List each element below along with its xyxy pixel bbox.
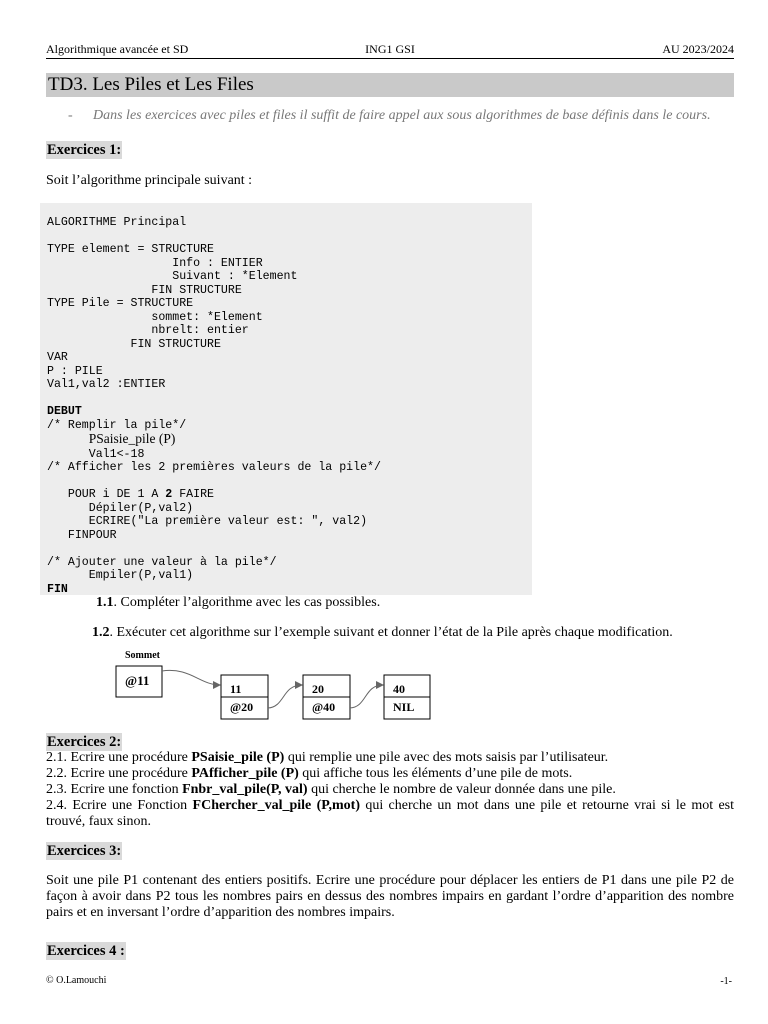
exercise-4-heading: Exercices 4 : [47, 943, 125, 959]
header-course: Algorithmique avancée et SD [46, 42, 189, 56]
link-arrow [350, 685, 383, 708]
item-text: qui cherche le nombre de valeur donnée dans une pile. [307, 782, 616, 797]
node-info: 40 [393, 682, 405, 696]
node-info: 11 [230, 682, 242, 696]
code-line: Dépiler(P,val2) [47, 501, 194, 515]
node-next: NIL [393, 700, 415, 714]
code-block [40, 203, 532, 595]
code-line: /* Remplir la pile*/ [47, 418, 187, 432]
code-line: Val1,val2 :ENTIER [47, 378, 166, 391]
question-number: 1.1 [96, 595, 114, 610]
code-line: /* Afficher les 2 premières valeurs de la pile*/ [47, 461, 381, 474]
exercise-3-text: Soit une pile P1 contenant des entiers positifs. Ecrire une procédure pour déplacer les entiers de P1 dans une pile P2 de façon à avoir dans P2 tous les nombres pairs en dessus des nombres impairs en gardant l’ordre d’apparition des nombre pairs et en inversant l’ordre d’apparition des nombres impairs. [46, 873, 734, 920]
item-text: 2.3. Ecrire une fonction [46, 782, 183, 797]
page-title: TD3. Les Piles et Les Files [46, 73, 734, 97]
pseudocode [47, 216, 381, 596]
node-next: @20 [230, 700, 254, 714]
node-next: @40 [312, 700, 336, 714]
item-signature: PAfficher_pile (P) [191, 766, 299, 781]
exercise-1-heading: Exercices 1: [47, 142, 122, 158]
item-signature: PSaisie_pile (P) [191, 750, 285, 765]
code-line-debut: DEBUT [47, 405, 82, 418]
item-text: 2.4. Ecrire une Fonction [46, 798, 193, 813]
link-arrow [268, 685, 302, 708]
code-line: FINPOUR [47, 528, 117, 542]
code-line: Info : ENTIER [47, 256, 263, 270]
intro-note [68, 108, 711, 124]
code-line: ALGORITHME Principal [47, 216, 187, 229]
header-class: ING1 GSI [365, 42, 415, 56]
sommet-label: Sommet [125, 650, 160, 661]
sommet-value: @11 [125, 673, 150, 688]
page-header [46, 42, 734, 59]
page-number: -1- [720, 976, 732, 987]
stack-diagram [110, 645, 450, 725]
code-line: /* Ajouter une valeur à la pile*/ [47, 555, 277, 569]
exercise-1-intro: Soit l’algorithme principale suivant : [46, 173, 253, 188]
code-line-fin: FIN [47, 582, 68, 596]
code-line: VAR [47, 351, 68, 364]
code-line: ECRIRE("La première valeur est: ", val2) [47, 515, 368, 528]
code-line: POUR i DE 1 A [47, 488, 166, 501]
node-info: 20 [312, 682, 324, 696]
header-year: AU 2023/2024 [662, 42, 734, 56]
question-1-2 [92, 625, 673, 641]
note-text: Dans les exercices avec piles et files il suffit de faire appel aux sous algorithmes de base définis dans le cours. [93, 108, 711, 123]
code-line: nbrelt: entier [47, 324, 249, 337]
question-1-1 [96, 595, 380, 611]
item-text: qui remplie une pile avec des mots saisis par l’utilisateur. [284, 750, 609, 765]
item-text: 2.1. Ecrire une procédure [46, 750, 192, 765]
code-line: sommet: *Element [47, 310, 263, 324]
question-number: 1.2 [92, 625, 110, 640]
link-arrow [162, 670, 220, 685]
code-line: TYPE element = STRUCTURE [47, 243, 214, 256]
code-line: TYPE Pile = STRUCTURE [47, 297, 194, 310]
code-bold-value: 2 [165, 488, 173, 501]
code-line-indent [47, 434, 89, 447]
code-line: FAIRE [172, 488, 214, 501]
code-line: Empiler(P,val1) [47, 569, 194, 582]
item-text: qui cherche un mot dans une pile et retourne vrai si le mot est trouvé, faux sinon. [46, 798, 735, 829]
note-dash: - [68, 108, 73, 123]
item-text: qui affiche tous les éléments d’une pile de mots. [298, 766, 573, 781]
code-line: Suivant : *Element [47, 270, 298, 283]
code-line: P : PILE [47, 364, 103, 378]
list-item [46, 766, 734, 782]
code-line: Val1<-18 [47, 447, 145, 461]
code-line: FIN STRUCTURE [47, 337, 221, 351]
list-item [46, 750, 734, 766]
question-text: . Compléter l’algorithme avec les cas possibles. [113, 595, 381, 610]
list-item [46, 798, 734, 830]
item-text: 2.2. Ecrire une procédure [46, 766, 192, 781]
code-line: FIN STRUCTURE [47, 283, 242, 297]
item-signature: Fnbr_val_pile(P, val) [182, 782, 308, 797]
item-signature: FChercher_val_pile (P,mot) [192, 798, 360, 813]
exercise-3-heading: Exercices 3: [47, 843, 122, 859]
exercise-2-list [46, 750, 734, 830]
list-item [46, 782, 734, 798]
code-line: PSaisie_pile (P) [88, 431, 176, 446]
footer-author: © O.Lamouchi [46, 975, 107, 986]
question-text: . Exécuter cet algorithme sur l’exemple suivant et donner l’état de la Pile après chaque modification. [109, 625, 673, 640]
exercise-2-heading: Exercices 2: [47, 734, 122, 750]
